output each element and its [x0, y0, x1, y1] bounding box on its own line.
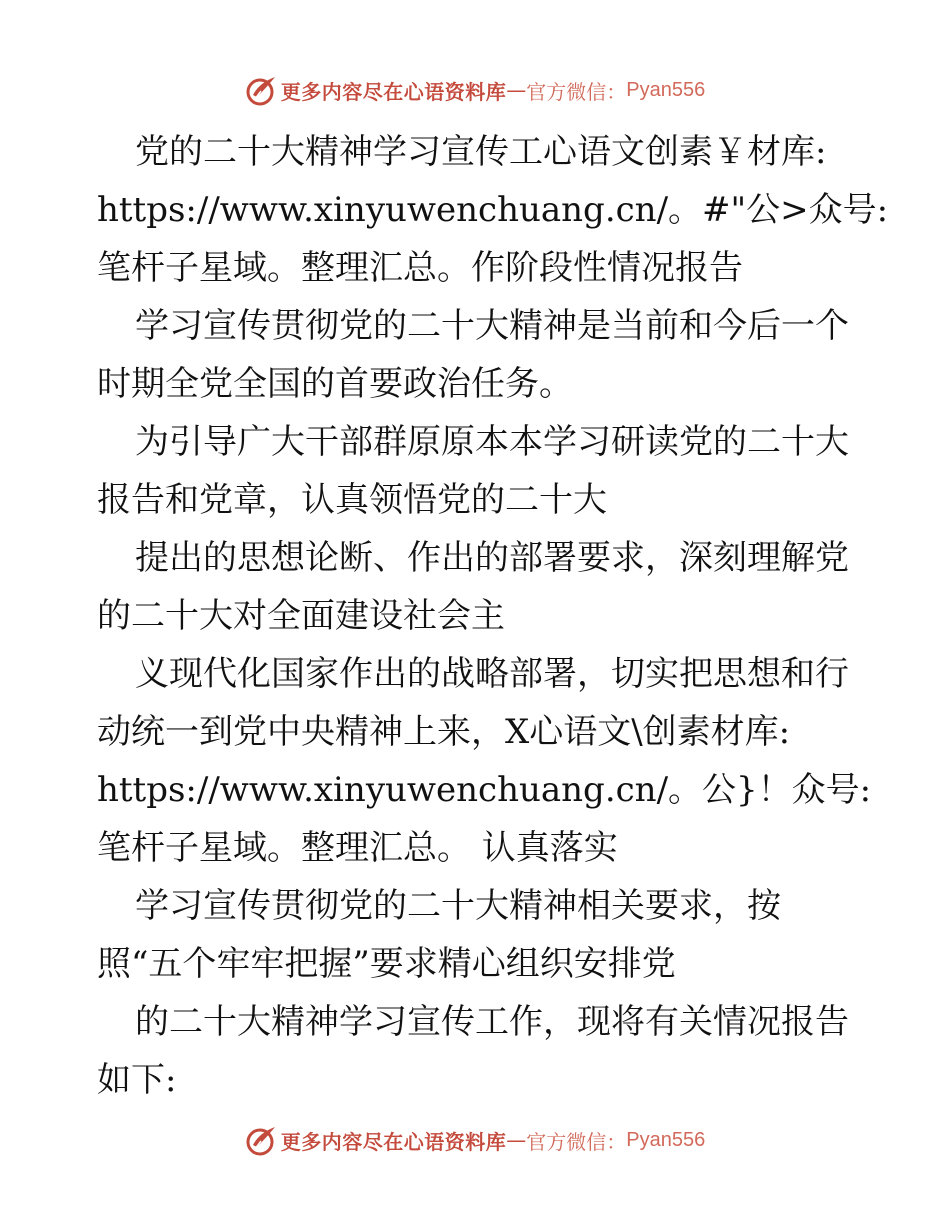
- text-line: 照“五个牢牢把握”要求精心组织安排党: [97, 944, 676, 984]
- text-line: 的二十大对全面建设社会主: [97, 596, 505, 636]
- text-line: 动统一到党中央精神上来，X心语文\创素材库:: [97, 712, 791, 752]
- text-line: 义现代化国家作出的战略部署，切实把思想和行: [135, 654, 849, 694]
- text-line: 的二十大精神学习宣传工作，现将有关情况报告: [135, 1002, 849, 1042]
- text-line: 报告和党章，认真领悟党的二十大: [97, 480, 607, 520]
- footer-banner: [0, 1120, 950, 1160]
- text-line: https://www.xinyuwenchuang.cn/。公}！众号:: [97, 770, 872, 810]
- banner-main-text: 更多内容尽在心语资料库: [280, 1129, 507, 1154]
- text-line: 学习宣传贯彻党的二十大精神相关要求，按: [135, 886, 781, 926]
- banner-dash: —: [506, 1128, 527, 1152]
- text-line: 学习宣传贯彻党的二十大精神是当前和今后一个: [135, 306, 849, 346]
- banner-sub-text: 官方微信：: [526, 1129, 627, 1154]
- banner-wechat-id: Pyan556: [626, 1128, 706, 1151]
- text-line: 笔杆子星域。整理汇总。作阶段性情况报告: [97, 248, 743, 288]
- text-line: 为引导广大干部群原原本本学习研读党的二十大: [135, 422, 849, 462]
- banner-wechat-id: Pyan556: [626, 78, 706, 101]
- text-line: 时期全党全国的首要政治任务。: [97, 364, 573, 404]
- quill-logo-icon: [245, 73, 279, 107]
- text-line: 笔杆子星域。整理汇总。 认真落实: [97, 828, 618, 868]
- banner-sub-text: 官方微信：: [526, 79, 627, 104]
- text-line: 如下:: [97, 1060, 177, 1100]
- quill-logo-icon: [245, 1123, 279, 1157]
- banner-dash: —: [506, 78, 527, 102]
- text-line: 提出的思想论断、作出的部署要求，深刻理解党: [135, 538, 849, 578]
- header-banner: [0, 70, 950, 110]
- text-line: 党的二十大精神学习宣传工心语文创素￥材库:: [135, 132, 827, 172]
- banner-main-text: 更多内容尽在心语资料库: [280, 79, 507, 104]
- text-line: https://www.xinyuwenchuang.cn/。#"公>众号:: [97, 190, 889, 230]
